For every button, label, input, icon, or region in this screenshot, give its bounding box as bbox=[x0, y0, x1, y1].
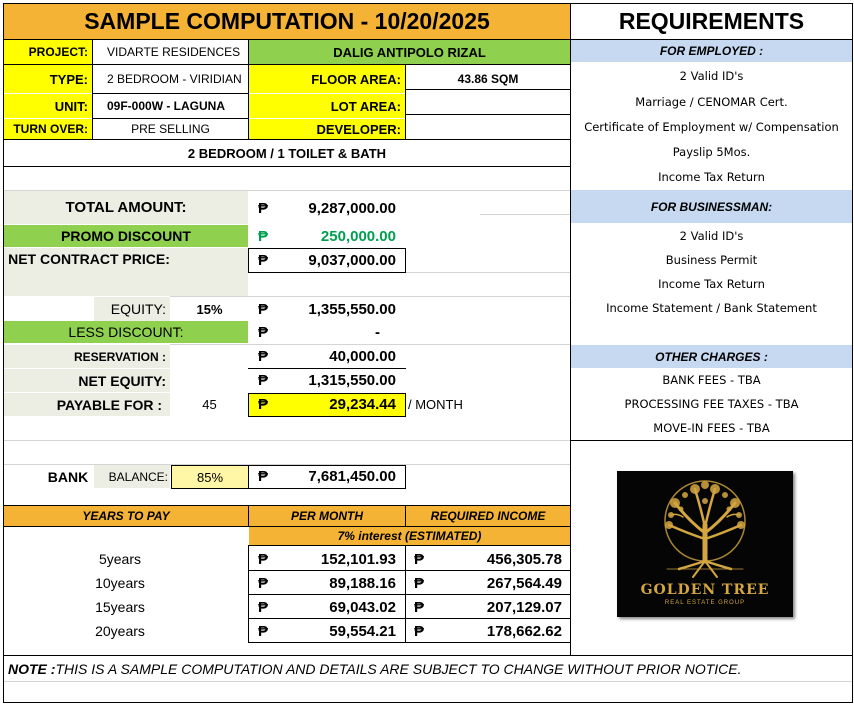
other-charges-title: OTHER CHARGES : bbox=[571, 345, 852, 368]
monthly-amount-value: 29,234.44 bbox=[329, 396, 396, 413]
payable-months: 45 bbox=[202, 397, 217, 412]
project-label: PROJECT: bbox=[4, 40, 92, 64]
unit-label: UNIT: bbox=[4, 94, 92, 118]
net-equity-peso: ₱ bbox=[258, 372, 269, 389]
golden-tree-logo bbox=[617, 471, 793, 617]
net-contract-price-label: NET CONTRACT PRICE: bbox=[8, 251, 170, 267]
loan-required-income: 178,662.62 bbox=[486, 622, 562, 640]
balance-amount: 7,681,450.00 bbox=[308, 468, 396, 485]
bank-label: BANK bbox=[47, 468, 89, 485]
loan-per-month: 69,043.02 bbox=[329, 598, 396, 616]
disclaimer-note bbox=[8, 659, 848, 679]
loan-per-month-peso: ₱ bbox=[258, 574, 269, 592]
unit-description: 2 BEDROOM / 1 TOILET & BATH bbox=[187, 145, 387, 161]
type-value: 2 BEDROOM - VIRIDIAN bbox=[107, 72, 242, 86]
equity-peso: ₱ bbox=[258, 300, 269, 318]
developer-value bbox=[406, 119, 570, 139]
type-label: TYPE: bbox=[4, 65, 92, 93]
payable-for-label: PAYABLE FOR : bbox=[4, 393, 170, 416]
promo-discount-label: PROMO DISCOUNT bbox=[4, 225, 248, 247]
loan-years: 10years bbox=[95, 575, 145, 591]
business-requirement-item: Income Statement / Bank Statement bbox=[606, 301, 817, 315]
developer-label: DEVELOPER: bbox=[249, 119, 405, 139]
floor-area-label: FLOOR AREA: bbox=[249, 65, 405, 93]
business-requirement-item: 2 Valid ID's bbox=[679, 229, 744, 243]
net-contract-price-peso: ₱ bbox=[258, 252, 269, 269]
other-charge-item: PROCESSING FEE TAXES - TBA bbox=[624, 397, 799, 411]
loan-years: 20years bbox=[95, 623, 145, 639]
requirements-title: REQUIREMENTS bbox=[618, 8, 805, 34]
turnover-value: PRE SELLING bbox=[131, 122, 210, 136]
turnover-label: TURN OVER: bbox=[4, 119, 92, 139]
employed-requirement-item: Payslip 5Mos. bbox=[672, 145, 751, 159]
reservation-amount: 40,000.00 bbox=[329, 348, 396, 365]
promo-discount-peso: ₱ bbox=[258, 227, 269, 245]
page-title: SAMPLE COMPUTATION - 10/20/2025 bbox=[4, 4, 570, 39]
total-amount-peso: ₱ bbox=[258, 199, 269, 217]
loan-years: 15years bbox=[95, 599, 145, 615]
other-charge-item: BANK FEES - TBA bbox=[662, 373, 761, 387]
note-label: NOTE : bbox=[8, 661, 56, 677]
less-discount-label: LESS DISCOUNT: bbox=[4, 321, 248, 343]
loan-required-income: 207,129.07 bbox=[486, 598, 562, 616]
equity-amount: 1,355,550.00 bbox=[308, 300, 396, 318]
less-discount-amount: - bbox=[375, 323, 380, 341]
total-amount-value: 9,287,000.00 bbox=[308, 199, 396, 217]
business-title: FOR BUSINESSMAN: bbox=[571, 190, 852, 223]
monthly-amount-peso: ₱ bbox=[258, 396, 269, 413]
lot-area-label: LOT AREA: bbox=[249, 94, 405, 118]
note-text: THIS IS A SAMPLE COMPUTATION AND DETAILS ARE SUBJECT TO CHANGE WITHOUT PRIOR NOTICE. bbox=[55, 661, 742, 677]
interest-note: 7% interest (ESTIMATED) bbox=[249, 527, 570, 545]
loan-per-month: 59,554.21 bbox=[329, 622, 396, 640]
logo-subtitle: REAL ESTATE GROUP bbox=[664, 600, 746, 606]
loan-required-income: 267,564.49 bbox=[486, 574, 562, 592]
location-value: DALIG ANTIPOLO RIZAL bbox=[249, 40, 570, 64]
employed-requirement-item: 2 Valid ID's bbox=[679, 69, 744, 83]
less-discount-peso: ₱ bbox=[258, 323, 269, 341]
unit-value: 09F-000W - LAGUNA bbox=[107, 99, 226, 113]
net-equity-amount: 1,315,550.00 bbox=[308, 372, 396, 389]
balance-pct: 85% bbox=[171, 465, 248, 489]
col-years-header: YEARS TO PAY bbox=[4, 506, 248, 526]
balance-label: BALANCE: bbox=[94, 465, 170, 488]
loan-per-month-peso: ₱ bbox=[258, 622, 269, 640]
total-amount-label: TOTAL AMOUNT: bbox=[4, 191, 248, 224]
loan-per-month: 152,101.93 bbox=[320, 550, 396, 568]
other-charge-item: MOVE-IN FEES - TBA bbox=[653, 421, 770, 435]
reservation-peso: ₱ bbox=[258, 348, 269, 365]
loan-income-peso: ₱ bbox=[414, 574, 425, 592]
reservation-label: RESERVATION : bbox=[4, 345, 170, 368]
net-contract-price-value: 9,037,000.00 bbox=[308, 252, 396, 269]
logo-name: GOLDEN TREE bbox=[640, 582, 770, 598]
employed-requirement-item: Marriage / CENOMAR Cert. bbox=[635, 95, 788, 109]
employed-requirement-item: Certificate of Employment w/ Compensation bbox=[584, 120, 839, 134]
col-per-month-header: PER MONTH bbox=[249, 506, 405, 526]
loan-per-month-peso: ₱ bbox=[258, 598, 269, 616]
loan-years: 5years bbox=[98, 551, 142, 567]
promo-discount-value: 250,000.00 bbox=[320, 227, 396, 245]
floor-area-value: 43.86 SQM bbox=[457, 72, 519, 86]
loan-per-month-peso: ₱ bbox=[258, 550, 269, 568]
employed-title: FOR EMPLOYED : bbox=[571, 40, 852, 62]
per-month-suffix: / MONTH bbox=[408, 397, 463, 412]
business-requirement-item: Business Permit bbox=[665, 253, 758, 267]
tree-icon bbox=[617, 473, 793, 583]
loan-per-month: 89,188.16 bbox=[329, 574, 396, 592]
loan-required-income: 456,305.78 bbox=[486, 550, 562, 568]
loan-income-peso: ₱ bbox=[414, 598, 425, 616]
equity-label: EQUITY: bbox=[94, 297, 170, 321]
net-equity-label: NET EQUITY: bbox=[4, 369, 170, 392]
project-value: VIDARTE RESIDENCES bbox=[107, 45, 241, 59]
equity-pct: 15% bbox=[196, 301, 223, 317]
col-required-income-header: REQUIRED INCOME bbox=[406, 506, 570, 526]
employed-requirement-item: Income Tax Return bbox=[658, 170, 765, 184]
business-requirement-item: Income Tax Return bbox=[658, 277, 765, 291]
balance-peso: ₱ bbox=[258, 468, 269, 485]
loan-income-peso: ₱ bbox=[414, 550, 425, 568]
loan-income-peso: ₱ bbox=[414, 622, 425, 640]
